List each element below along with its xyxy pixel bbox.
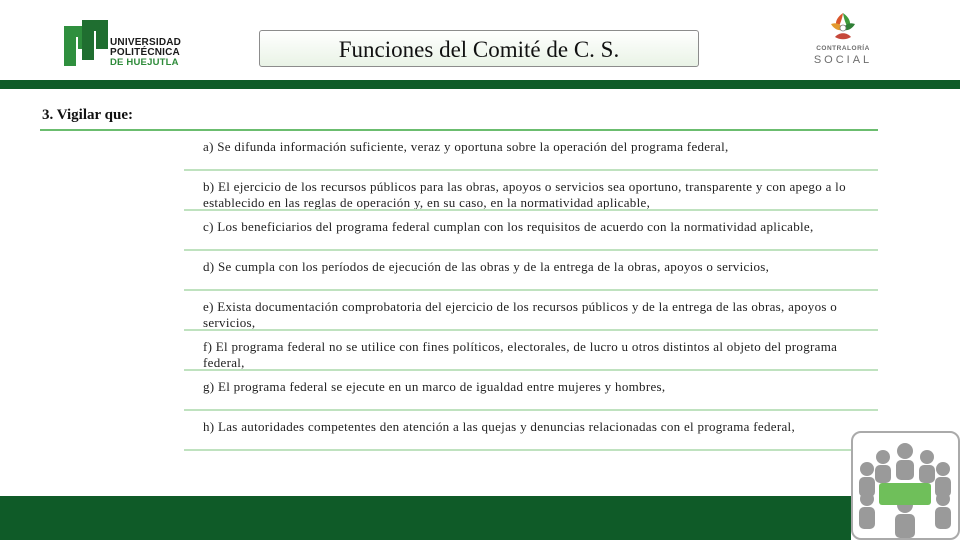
list-item	[184, 251, 878, 291]
page-title: Funciones del Comité de C. S.	[259, 30, 699, 67]
header	[0, 0, 960, 80]
universidad-logo	[64, 20, 194, 72]
list-item-text: d) Se cumpla con los períodos de ejecución de las obras y de la entrega de la obras, apoyos o servicios,	[203, 259, 770, 274]
list-item-text: h) Las autoridades competentes den atención a las quejas y denuncias relacionadas con el programa federal,	[203, 419, 796, 434]
contraloria-line-2: SOCIAL	[813, 54, 873, 66]
section-title: 3. Vigilar que:	[42, 107, 133, 123]
top-green-band	[0, 80, 960, 89]
list-item	[184, 291, 878, 331]
list-item	[184, 411, 878, 451]
list-item	[184, 331, 878, 371]
duties-list	[184, 131, 878, 451]
contraloria-line-1: CONTRALORÍA	[816, 45, 870, 52]
list-item-text: e) Exista documentación comprobatoria del ejercicio de los recursos públicos y de la entrega de las obras, apoyos o servicios,	[203, 299, 838, 330]
list-item-text: a) Se difunda información suficiente, veraz y oportuna sobre la operación del programa federal,	[203, 139, 729, 154]
list-item-text: b) El ejercicio de los recursos públicos para las obras, apoyos o servicios sea oportuno, transparente y con apego a lo establecido en las reglas de operación y, en su caso, en la normatividad aplicable,	[203, 179, 846, 210]
list-item	[184, 371, 878, 411]
list-item	[184, 171, 878, 211]
logo-line-2: POLITÉCNICA	[110, 47, 180, 58]
logo-line-3: DE HUEJUTLA	[110, 57, 179, 68]
universidad-name	[110, 38, 181, 68]
list-item-text: c) Los beneficiarios del programa federal cumplan con los requisitos de acuerdo con la normatividad aplicable,	[203, 219, 814, 234]
contraloria-emblem-icon	[826, 10, 860, 44]
list-item	[184, 211, 878, 251]
list-item-text: f) El programa federal no se utilice con fines políticos, electorales, de lucro u otros distintos al objeto del programa federal,	[203, 339, 838, 370]
bottom-green-band	[0, 496, 851, 540]
contraloria-logo	[808, 8, 878, 70]
list-item-text: g) El programa federal se ejecute en un marco de igualdad entre mujeres y hombres,	[203, 379, 666, 394]
list-item	[184, 131, 878, 171]
universidad-logo-icon	[64, 20, 108, 68]
logo-line-1: UNIVERSIDAD	[110, 37, 182, 48]
meeting-group-icon	[851, 431, 960, 540]
people-icon	[853, 433, 958, 538]
